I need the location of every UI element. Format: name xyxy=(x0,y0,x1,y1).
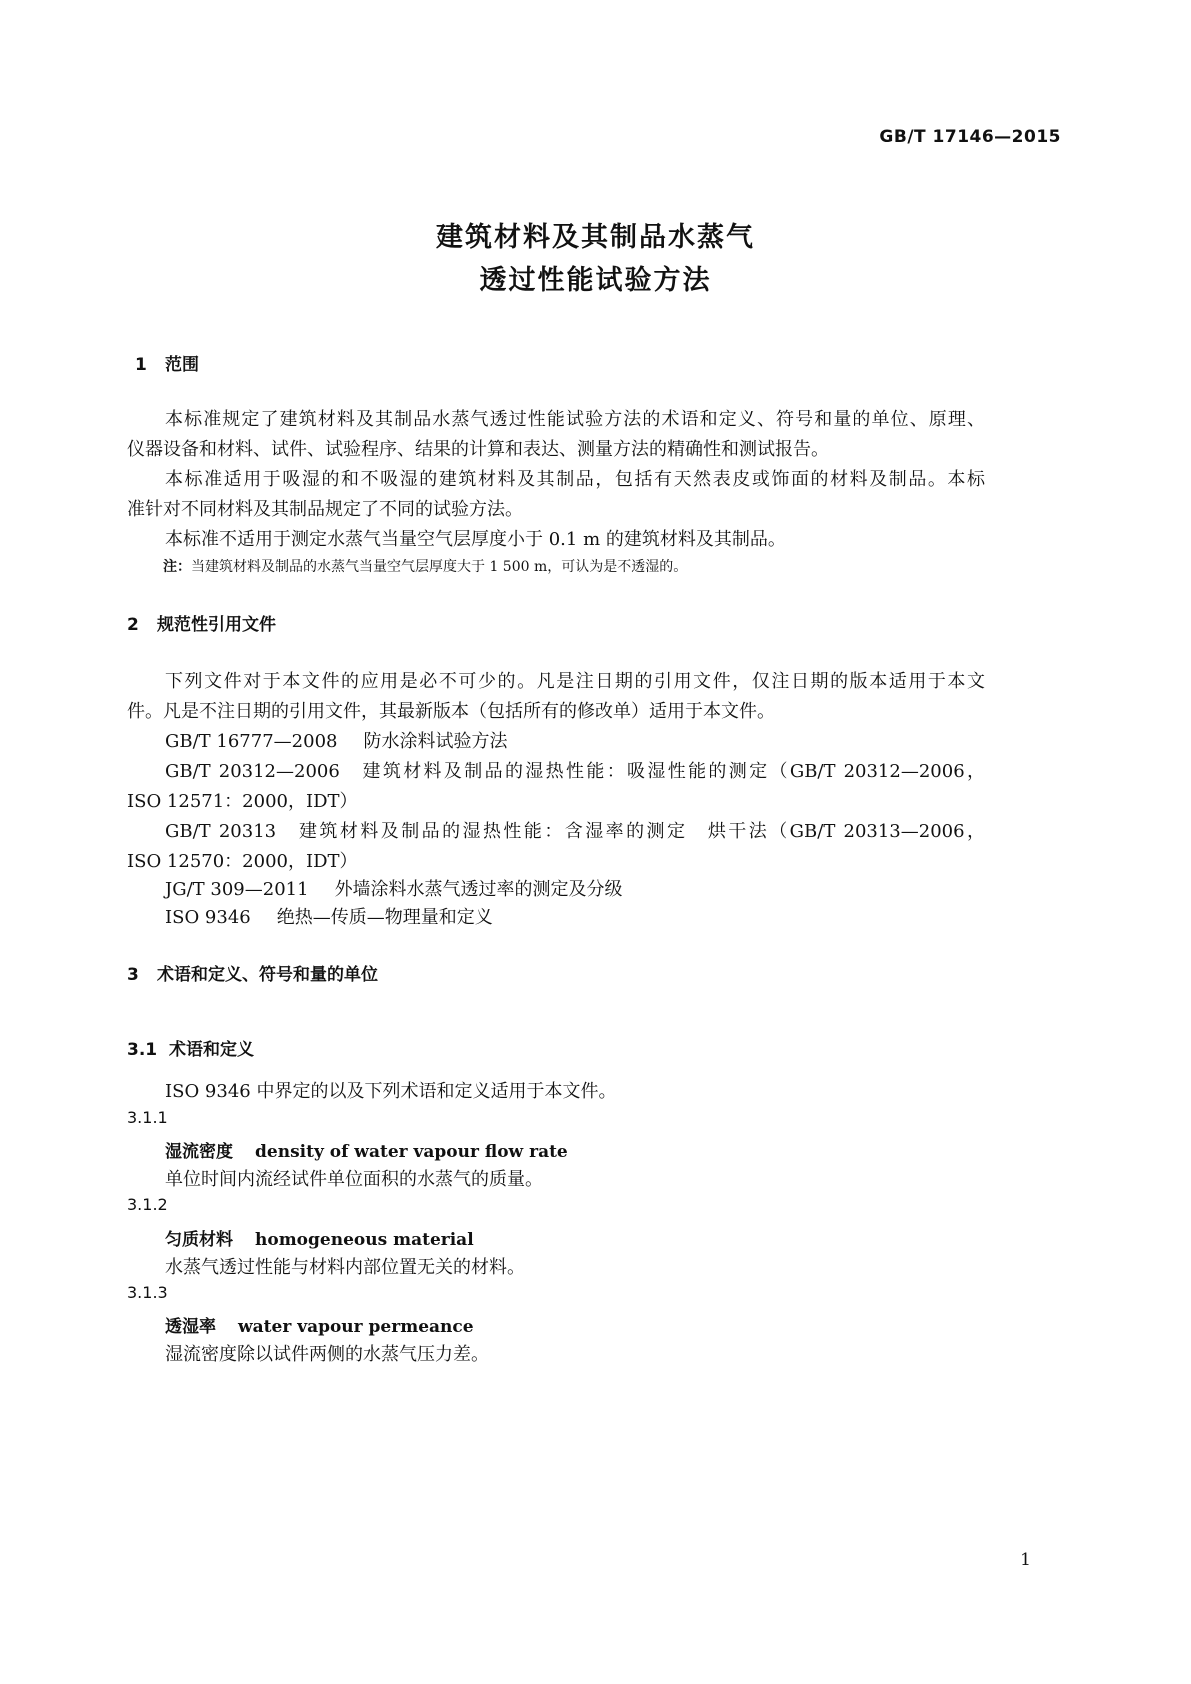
paragraph-line: 本标准规定了建筑材料及其制品水蒸气透过性能试验方法的术语和定义、符号和量的单位、原理、 xyxy=(165,409,985,430)
reference-item-continued: ISO 12571：2000，IDT） xyxy=(127,791,358,812)
paragraph-line: 仪器设备和材料、试件、试验程序、结果的计算和表达、测量方法的精确性和测试报告。 xyxy=(127,439,829,460)
section-title: 规范性引用文件 xyxy=(157,615,276,635)
section-3-heading xyxy=(127,960,378,985)
term-number: 3.1.1 xyxy=(127,1108,168,1127)
document-title-line2: 透过性能试验方法 xyxy=(479,265,712,296)
term-heading xyxy=(165,1225,474,1250)
reference-item: GB/T 20313 建筑材料及制品的湿热性能：含湿率的测定 烘干法（GB/T 20313—2006， xyxy=(165,821,985,842)
paragraph-line: ISO 9346 中界定的以及下列术语和定义适用于本文件。 xyxy=(165,1081,617,1102)
reference-item-continued: ISO 12570：2000，IDT） xyxy=(127,851,358,872)
subsection-number: 3.1 xyxy=(127,1040,158,1060)
reference-code: GB/T 16777—2008 xyxy=(165,731,338,752)
reference-title: 防水涂料试验方法 xyxy=(363,731,508,752)
section-number: 1 xyxy=(135,355,147,375)
term-zh: 匀质材料 xyxy=(165,1230,233,1250)
term-number: 3.1.2 xyxy=(127,1195,168,1214)
page-number: 1 xyxy=(1020,1550,1031,1570)
section-2-heading xyxy=(127,610,276,635)
section-number: 2 xyxy=(127,615,139,635)
reference-code: ISO 9346 xyxy=(165,907,251,928)
term-number: 3.1.3 xyxy=(127,1283,168,1302)
term-heading xyxy=(165,1312,474,1337)
reference-code: JG/T 309—2011 xyxy=(165,879,309,900)
standard-number: GB/T 17146—2015 xyxy=(879,127,1061,147)
document-title-line1: 建筑材料及其制品水蒸气 xyxy=(436,222,755,253)
term-en: water vapour permeance xyxy=(238,1317,474,1337)
term-definition: 单位时间内流经试件单位面积的水蒸气的质量。 xyxy=(165,1169,543,1190)
paragraph-line: 下列文件对于本文件的应用是必不可少的。凡是注日期的引用文件，仅注日期的版本适用于本文 xyxy=(165,671,985,692)
note-label: 注： xyxy=(163,559,191,575)
reference-item: GB/T 20312—2006 建筑材料及制品的湿热性能：吸湿性能的测定（GB/T 20312—2006， xyxy=(165,761,985,782)
section-number: 3 xyxy=(127,965,139,985)
term-definition: 湿流密度除以试件两侧的水蒸气压力差。 xyxy=(165,1344,489,1365)
reference-title: 绝热—传质—物理量和定义 xyxy=(276,907,493,928)
note xyxy=(163,556,687,576)
paragraph-line: 本标准适用于吸湿的和不吸湿的建筑材料及其制品，包括有天然表皮或饰面的材料及制品。本标 xyxy=(165,469,985,490)
reference-item xyxy=(165,903,493,929)
term-en: density of water vapour flow rate xyxy=(255,1142,568,1162)
term-zh: 透湿率 xyxy=(165,1317,216,1337)
section-1-heading xyxy=(135,350,199,375)
reference-title: 外墙涂料水蒸气透过率的测定及分级 xyxy=(334,879,623,900)
reference-item xyxy=(165,875,623,901)
paragraph-line: 准针对不同材料及其制品规定了不同的试验方法。 xyxy=(127,499,523,520)
term-en: homogeneous material xyxy=(255,1230,474,1250)
subsection-title: 术语和定义 xyxy=(169,1040,254,1060)
subsection-3-1-heading xyxy=(127,1035,254,1060)
note-text: 当建筑材料及制品的水蒸气当量空气层厚度大于 1 500 m，可认为是不透湿的。 xyxy=(191,559,688,575)
term-heading xyxy=(165,1137,568,1162)
paragraph-line: 本标准不适用于测定水蒸气当量空气层厚度小于 0.1 m 的建筑材料及其制品。 xyxy=(165,529,786,550)
section-title: 范围 xyxy=(165,355,199,375)
section-title: 术语和定义、符号和量的单位 xyxy=(157,965,378,985)
reference-item xyxy=(165,727,507,753)
term-definition: 水蒸气透过性能与材料内部位置无关的材料。 xyxy=(165,1257,525,1278)
paragraph-line: 件。凡是不注日期的引用文件，其最新版本（包括所有的修改单）适用于本文件。 xyxy=(127,701,775,722)
term-zh: 湿流密度 xyxy=(165,1142,233,1162)
